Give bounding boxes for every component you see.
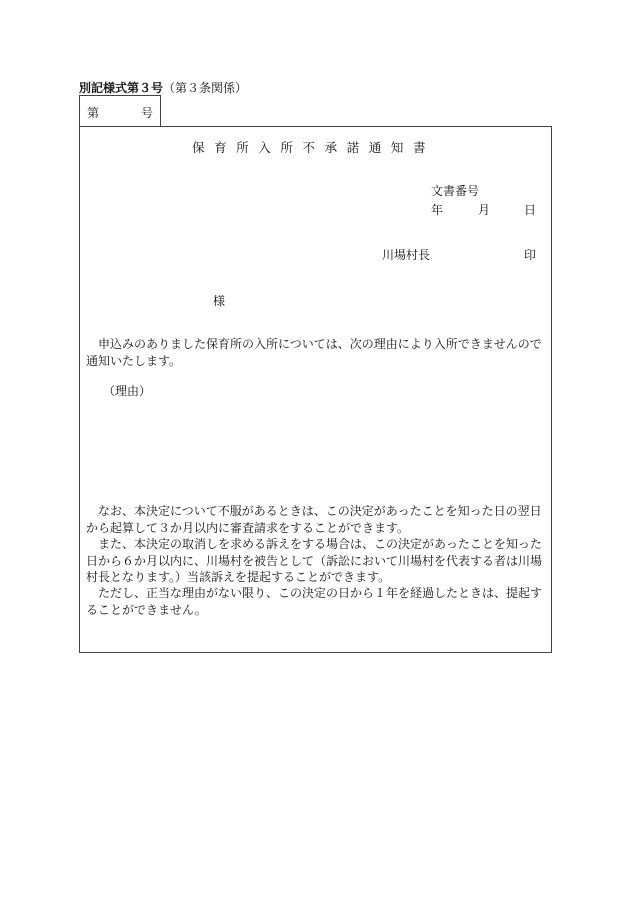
doc-number-label: 文書番号 <box>431 184 480 198</box>
date-day: 日 <box>524 203 537 217</box>
notice-text: 申込みのありました保育所の入所については、次の理由により入所できませんので通知いたします。 <box>86 337 542 368</box>
proviso-paragraph: ただし、正当な理由がない限り、この決定の日から１年を経過したときは、提起することができません。 <box>86 586 543 617</box>
appeal-paragraph: なお、本決定について不服があるときは、この決定があったことを知った日の翌日から起算して３か月以内に審査請求をすることができます。 <box>86 504 542 535</box>
seal-mark: 印 <box>524 248 537 262</box>
form-number: 別記様式第３号 <box>79 81 164 95</box>
date-year: 年 <box>431 203 444 217</box>
issuer-name: 川場村長 <box>382 248 431 262</box>
number-prefix: 第 <box>87 106 100 120</box>
form-label <box>79 79 247 96</box>
form-article: （第３条関係） <box>163 81 248 95</box>
date-month: 月 <box>478 203 491 217</box>
recipient-honorific: 様 <box>213 294 226 308</box>
number-suffix: 号 <box>140 106 153 120</box>
lawsuit-paragraph: また、本決定の取消しを求める訴えをする場合は、この決定があったことを知った日から６か月以内に、川場村を被告として（訴訟において川場村を代表する者は川場村長となります。）当該訴えを提起することができます。 <box>86 537 543 584</box>
page-title: 保育所入所不承諾通知書 <box>192 140 436 155</box>
document-number-box <box>79 95 161 126</box>
reason-label: （理由） <box>103 384 152 398</box>
